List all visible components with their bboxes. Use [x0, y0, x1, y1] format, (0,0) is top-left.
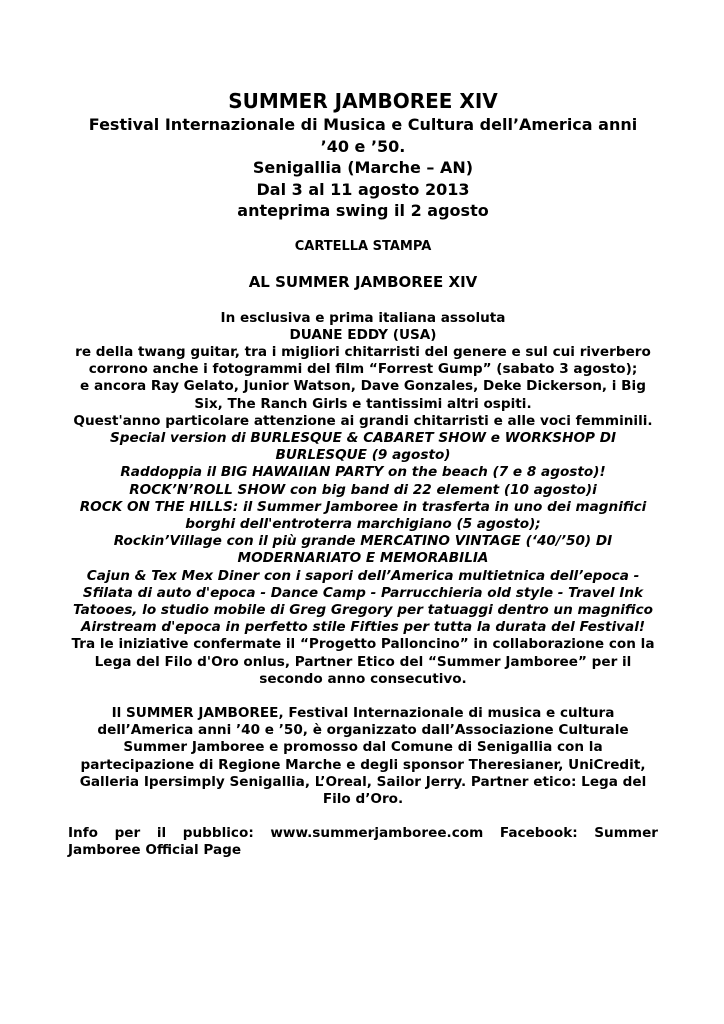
festival-subtitle-line2: ’40 e ’50. — [320, 136, 406, 156]
public-info: Info per il pubblico: www.summerjamboree.com Facebook: Summer Jamboree Official Page — [68, 825, 658, 859]
event-rock-on-the-hills: ROCK ON THE HILLS: il Summer Jamboree in trasferta in uno dei magnifici borghi dell'entroterra marchigiano (5 agosto); — [79, 498, 647, 532]
event-rocknroll-show: ROCK’N’ROLL SHOW con big band di 22 element (10 agosto)i — [129, 481, 597, 498]
highlight-guests: e ancora Ray Gelato, Junior Watson, Dave Gonzales, Deke Dickerson, i Big Six, The Ranch Girls e tantissimi altri ospiti. — [80, 378, 646, 412]
event-diner-and-activities: Cajun & Tex Mex Diner con i sapori dell’America multietnica dell’epoca - Sfilata di auto d'epoca - Dance Camp - Parrucchieria old style - Travel Ink Tatooes, lo studio mobile di Greg Gregory per tatuaggi dentro un magnifico Airstream d'epoca in perfetto stile Fifties per tutta la durata del Festival! — [72, 567, 654, 636]
document-title: SUMMER JAMBOREE XIV — [228, 89, 498, 113]
about-paragraph: Il SUMMER JAMBOREE, Festival Internazionale di musica e cultura dell’America anni ’40 e ’50, è organizzato dall’Associazione Culturale Summer Jamboree e promosso dal Comune di Senigallia con la partecipazione di Regione Marche e degli sponsor Theresianer, UniCredit, Galleria Ipersimply Senigallia, L’Oreal, Sailor Jerry. Partner etico: Lega del Filo d’Oro. — [79, 704, 647, 807]
program-highlights — [68, 310, 658, 860]
festival-preview: anteprima swing il 2 agosto — [237, 201, 489, 220]
event-hawaiian-party: Raddoppia il BIG HAWAIIAN PARTY on the beach (7 e 8 agosto)! — [120, 464, 606, 481]
highlight-headliner: DUANE EDDY (USA) — [289, 326, 437, 343]
highlight-headliner-description: re della twang guitar, tra i migliori chitarristi del genere e sul cui riverbero corrono anche i fotogrammi del film “Forrest Gump” (sabato 3 agosto); — [75, 343, 651, 378]
festival-dates: Dal 3 al 11 agosto 2013 — [256, 179, 470, 199]
press-release-document — [68, 88, 658, 860]
event-burlesque: Special version di BURLESQUE & CABARET SHOW e WORKSHOP DI BURLESQUE (9 agosto) — [109, 429, 617, 464]
festival-subtitle-line1: Festival Internazionale di Musica e Cultura dell’America anni — [88, 115, 638, 134]
section-title: AL SUMMER JAMBOREE XIV — [248, 272, 478, 291]
spacer — [68, 808, 658, 825]
event-rockin-village: Rockin’Village con il più grande MERCATINO VINTAGE (‘40/’50) DI MODERNARIATO E MEMORABILIA — [113, 533, 613, 567]
highlight-exclusive: In esclusiva e prima italiana assoluta — [220, 309, 506, 326]
cartella-stampa-label: CARTELLA STAMPA — [294, 238, 432, 254]
initiative-palloncino: Tra le iniziative confermate il “Progetto Palloncino” in collaborazione con la Lega del Filo d'Oro onlus, Partner Etico del “Summer Jamboree” per il secondo anno consecutivo. — [71, 636, 655, 687]
spacer — [68, 688, 658, 705]
festival-location: Senigallia (Marche – AN) — [252, 158, 474, 177]
highlight-focus: Quest'anno particolare attenzione ai grandi chitarristi e alle voci femminili. — [73, 412, 653, 429]
